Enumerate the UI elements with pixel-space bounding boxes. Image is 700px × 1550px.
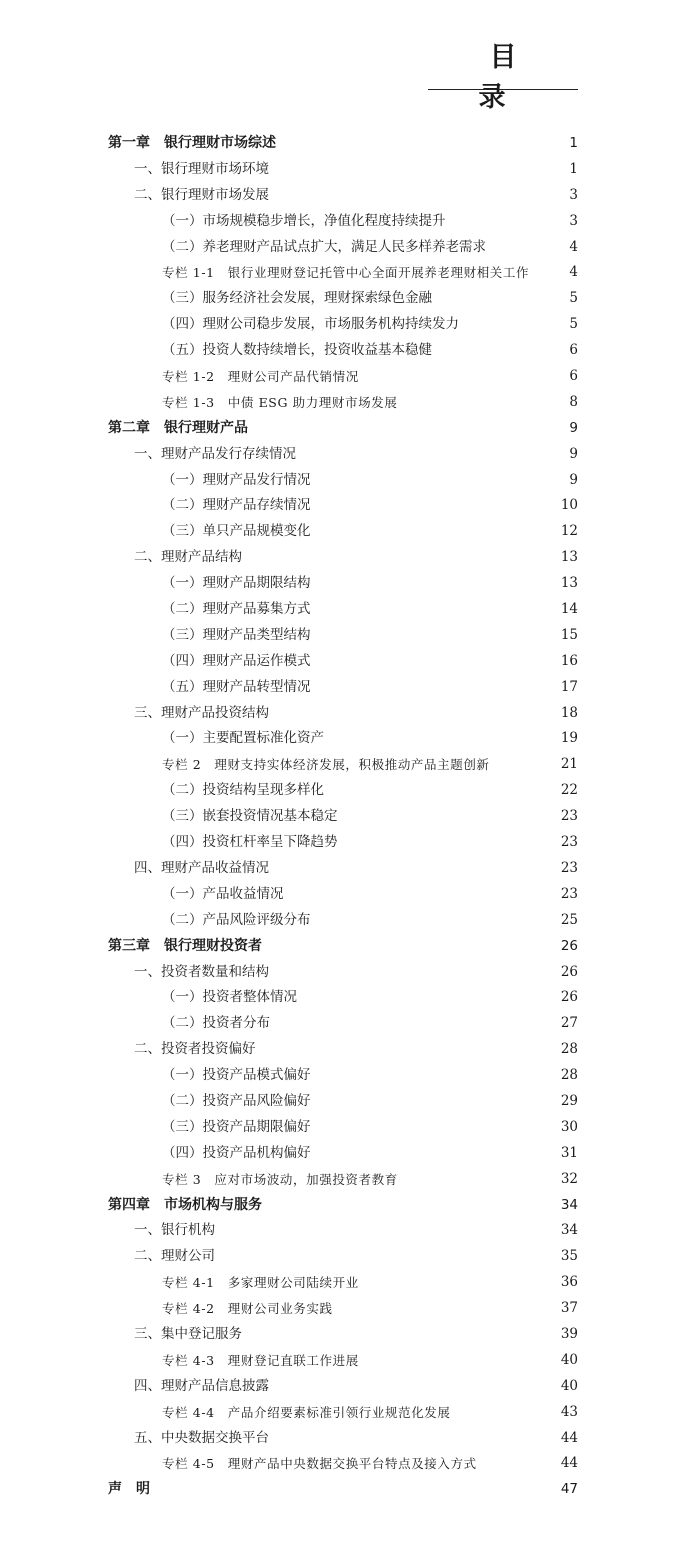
toc-entry-sub[interactable] (0, 286, 700, 312)
toc-entry-label: （五）投资人数持续增长，投资收益基本稳健 (162, 342, 432, 359)
toc-entry-box[interactable] (0, 390, 700, 416)
toc-entry-page-number: 3 (569, 212, 578, 229)
toc-entry-section[interactable] (0, 856, 700, 882)
toc-entry-sub[interactable] (0, 571, 700, 597)
toc-entry-page-number: 13 (560, 575, 578, 592)
toc-entry-label: （五）理财产品转型情况 (162, 678, 311, 695)
toc-entry-label: 四、理财产品信息披露 (134, 1377, 269, 1394)
toc-entry-page-number: 13 (560, 549, 578, 566)
toc-entry-sub[interactable] (0, 882, 700, 908)
toc-entry-sub[interactable] (0, 649, 700, 675)
toc-entry-page-number: 40 (560, 1351, 578, 1368)
toc-entry-page-number: 30 (560, 1118, 578, 1135)
toc-entry-chapter[interactable] (0, 1477, 700, 1503)
toc-entry-page-number: 5 (569, 316, 578, 333)
toc-entry-box[interactable] (0, 1451, 700, 1477)
toc-entry-label: 三、理财产品投资结构 (134, 704, 269, 721)
toc-entry-sub[interactable] (0, 804, 700, 830)
toc-entry-sub[interactable] (0, 830, 700, 856)
toc-entry-page-number: 9 (569, 445, 578, 462)
toc-entry-page-number: 36 (560, 1274, 578, 1291)
toc-entry-page-number: 18 (560, 704, 578, 721)
toc-entry-label: 一、理财产品发行存续情况 (134, 445, 296, 462)
toc-entry-label: 专栏 3 应对市场波动，加强投资者教育 (162, 1171, 398, 1187)
toc-entry-page-number: 9 (569, 471, 578, 488)
toc-entry-section[interactable] (0, 1374, 700, 1400)
toc-entry-label: 第三章 银行理财投资者 (108, 937, 262, 954)
toc-entry-sub[interactable] (0, 1063, 700, 1089)
toc-entry-section[interactable] (0, 157, 700, 183)
toc-entry-page-number: 23 (560, 885, 578, 902)
toc-entry-page-number: 28 (560, 1067, 578, 1084)
toc-entry-label: （二）理财产品存续情况 (162, 497, 311, 514)
toc-entry-page-number: 6 (569, 342, 578, 359)
toc-entry-box[interactable] (0, 260, 700, 286)
toc-entry-label: （二）产品风险评级分布 (162, 911, 311, 928)
toc-entry-sub[interactable] (0, 493, 700, 519)
toc-entry-label: （三）嵌套投资情况基本稳定 (162, 808, 338, 825)
toc-entry-page-number: 26 (560, 989, 578, 1006)
toc-entry-page-number: 17 (560, 678, 578, 695)
toc-entry-page-number: 34 (560, 1222, 578, 1239)
toc-entry-section[interactable] (0, 1037, 700, 1063)
toc-entry-sub[interactable] (0, 312, 700, 338)
toc-entry-label: （三）投资产品期限偏好 (162, 1118, 311, 1135)
toc-entry-box[interactable] (0, 1296, 700, 1322)
toc-entry-page-number: 37 (560, 1300, 578, 1317)
toc-entry-label: （一）理财产品期限结构 (162, 575, 311, 592)
toc-entry-label: 五、中央数据交换平台 (134, 1429, 269, 1446)
toc-entry-page-number: 1 (569, 135, 578, 151)
toc-entry-page-number: 44 (560, 1455, 578, 1472)
toc-entry-page-number: 21 (560, 756, 578, 773)
toc-entry-label: （一）投资产品模式偏好 (162, 1067, 311, 1084)
toc-entry-page-number: 10 (560, 497, 578, 514)
toc-entry-section[interactable] (0, 183, 700, 209)
toc-entry-page-number: 5 (569, 290, 578, 307)
toc-entry-label: 声 明 (108, 1481, 150, 1498)
toc-entry-sub[interactable] (0, 1011, 700, 1037)
toc-entry-label: 专栏 1-2 理财公司产品代销情况 (162, 369, 359, 385)
toc-entry-page-number: 39 (560, 1325, 578, 1342)
toc-entry-sub[interactable] (0, 338, 700, 364)
toc-entry-label: （一）理财产品发行情况 (162, 471, 311, 488)
toc-entry-label: 一、银行机构 (134, 1222, 215, 1239)
toc-entry-box[interactable] (0, 1167, 700, 1193)
toc-entry-page-number: 8 (569, 393, 578, 410)
toc-entry-label: 专栏 4-3 理财登记直联工作进展 (162, 1352, 359, 1368)
toc-entry-page-number: 26 (560, 963, 578, 980)
toc-entry-page-number: 16 (560, 652, 578, 669)
toc-entry-page-number: 6 (569, 368, 578, 385)
toc-entry-label: （三）服务经济社会发展，理财探索绿色金融 (162, 290, 432, 307)
toc-entry-sub[interactable] (0, 209, 700, 235)
toc-entry-label: 第一章 银行理财市场综述 (108, 135, 276, 151)
toc-entry-sub[interactable] (0, 1141, 700, 1167)
toc-entry-box[interactable] (0, 752, 700, 778)
toc-entry-section[interactable] (0, 960, 700, 986)
toc-entry-sub[interactable] (0, 985, 700, 1011)
toc-entry-label: 第四章 市场机构与服务 (108, 1196, 262, 1213)
toc-entry-label: （三）单只产品规模变化 (162, 523, 311, 540)
toc-entry-page-number: 15 (560, 626, 578, 643)
toc-entry-page-number: 34 (560, 1196, 578, 1213)
toc-entry-page-number: 31 (560, 1144, 578, 1161)
toc-entry-section[interactable] (0, 442, 700, 468)
toc-entry-page-number: 22 (560, 782, 578, 799)
toc-entry-page-number: 1 (569, 160, 578, 177)
toc-entry-page-number: 43 (560, 1403, 578, 1420)
toc-entry-sub[interactable] (0, 623, 700, 649)
toc-entry-label: 第二章 银行理财产品 (108, 419, 248, 436)
toc-entry-chapter[interactable] (0, 416, 700, 442)
toc-entry-label: （一）主要配置标准化资产 (162, 730, 324, 747)
toc-entry-section[interactable] (0, 1322, 700, 1348)
toc-entry-sub[interactable] (0, 519, 700, 545)
toc-entry-page-number: 26 (560, 937, 578, 954)
toc-entry-sub[interactable] (0, 597, 700, 623)
toc-entry-page-number: 19 (560, 730, 578, 747)
toc-entry-page-number: 29 (560, 1092, 578, 1109)
toc-entry-box[interactable] (0, 1400, 700, 1426)
toc-entry-label: 专栏 4-5 理财产品中央数据交换平台特点及接入方式 (162, 1456, 477, 1472)
toc-entry-page-number: 3 (569, 186, 578, 203)
toc-entry-page-number: 44 (560, 1429, 578, 1446)
toc-entry-label: （一）投资者整体情况 (162, 989, 297, 1006)
toc-entry-chapter[interactable] (0, 1193, 700, 1219)
toc-entry-label: （四）理财产品运作模式 (162, 652, 311, 669)
toc-entry-page-number: 23 (560, 808, 578, 825)
toc-entry-section[interactable] (0, 1218, 700, 1244)
toc-entry-label: 二、银行理财市场发展 (134, 186, 269, 203)
toc-entry-page-number: 32 (560, 1170, 578, 1187)
toc-entry-page-number: 4 (569, 264, 578, 281)
toc-entry-sub[interactable] (0, 235, 700, 261)
toc-entry-sub[interactable] (0, 1089, 700, 1115)
toc-entry-page-number: 4 (569, 238, 578, 255)
toc-entry-page-number: 12 (560, 523, 578, 540)
toc-entry-label: 专栏 4-2 理财公司业务实践 (162, 1301, 333, 1317)
toc-entry-label: （三）理财产品类型结构 (162, 626, 311, 643)
toc-entry-label: 一、银行理财市场环境 (134, 160, 269, 177)
toc-entry-page-number: 25 (560, 911, 578, 928)
toc-entry-label: 三、集中登记服务 (134, 1325, 242, 1342)
toc-entry-page-number: 47 (560, 1481, 578, 1498)
toc-entry-label: （二）养老理财产品试点扩大，满足人民多样养老需求 (162, 238, 486, 255)
toc-entry-chapter[interactable] (0, 131, 700, 157)
toc-entry-label: 专栏 4-4 产品介绍要素标准引领行业规范化发展 (162, 1404, 451, 1420)
toc-entry-sub[interactable] (0, 468, 700, 494)
toc-entry-section[interactable] (0, 701, 700, 727)
toc-entry-page-number: 14 (560, 601, 578, 618)
toc-entry-sub[interactable] (0, 726, 700, 752)
toc-entry-label: 专栏 4-1 多家理财公司陆续开业 (162, 1275, 359, 1291)
toc-entry-page-number: 27 (560, 1015, 578, 1032)
toc-entry-box[interactable] (0, 1348, 700, 1374)
table-of-contents (0, 131, 700, 1503)
toc-entry-section[interactable] (0, 1426, 700, 1452)
toc-entry-sub[interactable] (0, 675, 700, 701)
toc-entry-section[interactable] (0, 545, 700, 571)
toc-entry-label: （四）理财公司稳步发展，市场服务机构持续发力 (162, 316, 459, 333)
toc-entry-label: （二）投资结构呈现多样化 (162, 782, 324, 799)
toc-entry-box[interactable] (0, 364, 700, 390)
toc-entry-label: 专栏 2 理财支持实体经济发展，积极推动产品主题创新 (162, 757, 490, 773)
toc-entry-page-number: 40 (560, 1377, 578, 1394)
toc-entry-page-number: 23 (560, 834, 578, 851)
toc-entry-label: 二、理财产品结构 (134, 549, 242, 566)
toc-entry-page-number: 28 (560, 1041, 578, 1058)
toc-entry-label: （四）投资产品机构偏好 (162, 1144, 311, 1161)
toc-entry-label: （二）投资产品风险偏好 (162, 1092, 311, 1109)
toc-entry-label: 二、投资者投资偏好 (134, 1041, 256, 1058)
toc-entry-sub[interactable] (0, 908, 700, 934)
toc-entry-label: （一）产品收益情况 (162, 885, 284, 902)
toc-entry-label: （二）投资者分布 (162, 1015, 270, 1032)
toc-entry-label: 专栏 1-1 银行业理财登记托管中心全面开展养老理财相关工作 (162, 265, 530, 281)
toc-entry-sub[interactable] (0, 778, 700, 804)
toc-entry-label: 四、理财产品收益情况 (134, 859, 269, 876)
page-title: 目 录 (478, 42, 539, 113)
toc-entry-page-number: 35 (560, 1248, 578, 1265)
toc-entry-page-number: 23 (560, 859, 578, 876)
toc-entry-label: 一、投资者数量和结构 (134, 963, 269, 980)
toc-entry-label: （四）投资杠杆率呈下降趋势 (162, 834, 338, 851)
toc-entry-label: （二）理财产品募集方式 (162, 601, 311, 618)
toc-entry-label: 二、理财公司 (134, 1248, 215, 1265)
toc-entry-label: （一）市场规模稳步增长，净值化程度持续提升 (162, 212, 446, 229)
title-underline (428, 89, 578, 90)
toc-entry-chapter[interactable] (0, 934, 700, 960)
toc-entry-label: 专栏 1-3 中债 ESG 助力理财市场发展 (162, 394, 398, 410)
toc-entry-page-number: 9 (569, 419, 578, 436)
toc-entry-section[interactable] (0, 1244, 700, 1270)
toc-entry-sub[interactable] (0, 1115, 700, 1141)
toc-entry-box[interactable] (0, 1270, 700, 1296)
